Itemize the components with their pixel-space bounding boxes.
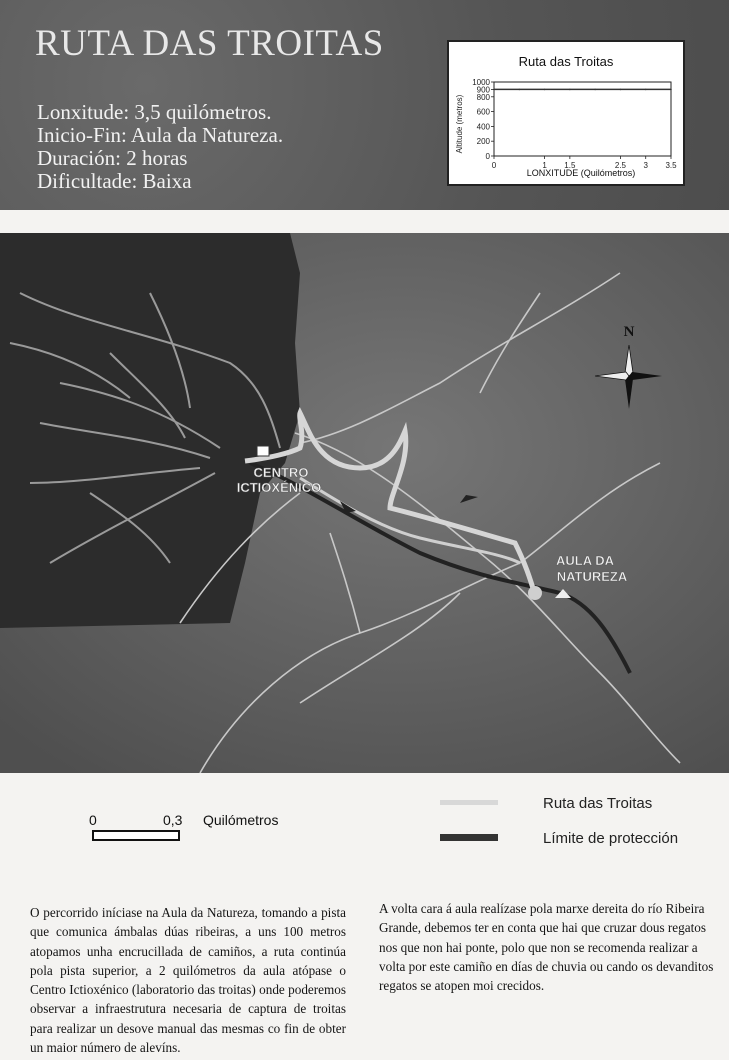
route-header [0,0,729,210]
route-title: RUTA DAS TROITAS [35,23,384,64]
north-label: N [623,324,635,340]
info-difficulty: Dificultade: Baixa [37,169,192,193]
description-paragraph-right: A volta cara á aula realízase pola marxe dereita do río Ribeira Grande, debemos ter en conta que hai que cruzar dous regatos nos que non hai ponte, polo que non se recomenda realizar a volta por este camiño en días de chuvia ou cando os devanditos regatos se atopen moi crecidos. [379,901,714,994]
info-duration: Duración: 2 horas [37,146,188,170]
x-tick-label: 2.5 [614,161,626,170]
info-length: Lonxitude: 3,5 quilómetros. [37,100,272,124]
elevation-chart-svg [449,42,683,184]
elevation-point [544,89,546,91]
y-tick-label: 200 [476,137,490,147]
aula-label-line2: NATUREZA [556,569,628,584]
x-tick-label: 3 [643,161,648,170]
y-tick-label: 1000 [472,78,490,87]
x-tick-label: 1 [542,161,547,170]
elevation-profile-chart [447,40,685,186]
info-start-end: Inicio-Fin: Aula da Natureza. [37,123,284,147]
y-tick-label: 600 [476,107,490,117]
y-tick-label: 400 [476,122,490,132]
x-tick-label: 1.5 [564,161,576,170]
legend-limit-swatch [440,834,498,841]
x-tick-label: 0 [491,161,497,170]
legend-route-label: Ruta das Troitas [543,795,653,812]
x-tick-label: 3.5 [665,161,677,170]
centro-label-line2: ICTIOXÉNICO [236,480,322,495]
legend-limit-label: Límite de protección [543,830,679,847]
centro-ictioxenico-marker [257,446,269,456]
route-map [0,233,729,773]
aula-label-line1: AULA DA [555,553,615,568]
elevation-point [518,89,520,91]
y-tick-label: 900 [476,85,490,95]
chart-x-label: LONXITUDE (Quilómetros) [526,168,636,178]
y-tick-label: 0 [485,152,490,161]
elevation-point [594,89,596,91]
legend-route-swatch [440,800,498,805]
elevation-point [569,89,571,91]
elevation-point [645,89,647,91]
chart-y-label: Altitude (metros) [455,94,464,154]
description-paragraph-left: O percorrido iníciase na Aula da Natureza, tomando a pista que comunica ámbalas dúas ribeiras, a uns 100 metros atopamos unha encrucillada de camiños, a ruta continúa pola pista superior, a 2 quilómetros da aula atópase o Centro Ictioxénico (laboratorio das troitas) onde poderemos observar a infraestrutura necesaria de captura de troitas para realizar un desove manual das mesmas co fin de obter un maior número de alevíns. [30,905,346,1056]
scale-bar [92,830,180,841]
scale-zero-label: 0 [89,812,97,828]
scale-value-label: 0,3 [163,812,183,828]
aula-natureza-marker [528,586,542,600]
y-tick-label: 800 [476,92,490,102]
chart-plot-area [494,82,671,156]
scale-unit-label: Quilómetros [203,812,279,828]
elevation-point [670,89,672,91]
centro-label-line1: CENTRO [253,465,309,480]
chart-title: Ruta das Troitas [518,54,614,69]
elevation-point [620,89,622,91]
